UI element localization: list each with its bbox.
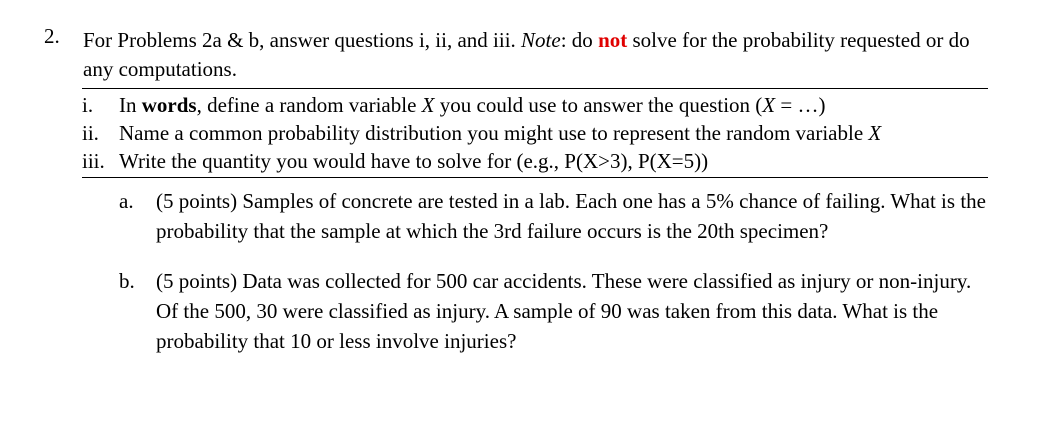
problem-intro: For Problems 2a & b, answer questions i, ii, and iii. xyxy=(83,28,522,52)
problem-instructions xyxy=(83,26,1003,84)
part-text: (5 points) Data was collected for 500 car accidents. These were classified as injury or non-injury. Of the 500, 30 were classified as injury. A sample of 90 was taken from this data. What is the probability that 10 or less involve injuries? xyxy=(156,269,972,353)
note-rest: solve for the probability requested or do any computations. xyxy=(83,28,970,81)
sub-question-marker: iii. xyxy=(82,149,105,173)
sub-question-ii xyxy=(82,119,988,147)
instructions-top-rule xyxy=(82,88,988,89)
part-a xyxy=(119,186,999,246)
sub-question-iii xyxy=(82,147,988,175)
part-text: (5 points) Samples of concrete are tested in a lab. Each one has a 5% chance of failing. What is the probability that the sample at which the 3rd failure occurs is the 20th specimen? xyxy=(156,189,986,243)
note-label: Note xyxy=(521,28,561,52)
sub-question-marker: i. xyxy=(82,93,94,117)
sub-question-text: In words, define a random variable X you could use to answer the question (X = …) xyxy=(119,93,826,117)
variable-x: X xyxy=(868,121,882,145)
problem-parts xyxy=(119,186,999,356)
part-marker: b. xyxy=(119,269,135,293)
sub-question-i xyxy=(82,91,988,119)
sub-questions-list xyxy=(82,91,988,175)
variable-x: X xyxy=(421,93,435,117)
problem-number: 2. xyxy=(44,24,60,48)
note-colon: : do xyxy=(560,28,599,52)
sub-question-text: Name a common probability distribution you might use to represent the random variable X xyxy=(119,121,882,145)
sub-question-marker: ii. xyxy=(82,121,99,145)
variable-x: X xyxy=(762,93,776,117)
part-marker: a. xyxy=(119,189,134,213)
sub-question-text: Write the quantity you would have to solve for (e.g., P(X>3), P(X=5)) xyxy=(119,149,709,173)
part-b xyxy=(119,266,999,356)
instructions-bottom-rule xyxy=(82,177,988,178)
words-emphasis: words xyxy=(141,93,197,117)
note-emphasis: not xyxy=(598,28,628,52)
